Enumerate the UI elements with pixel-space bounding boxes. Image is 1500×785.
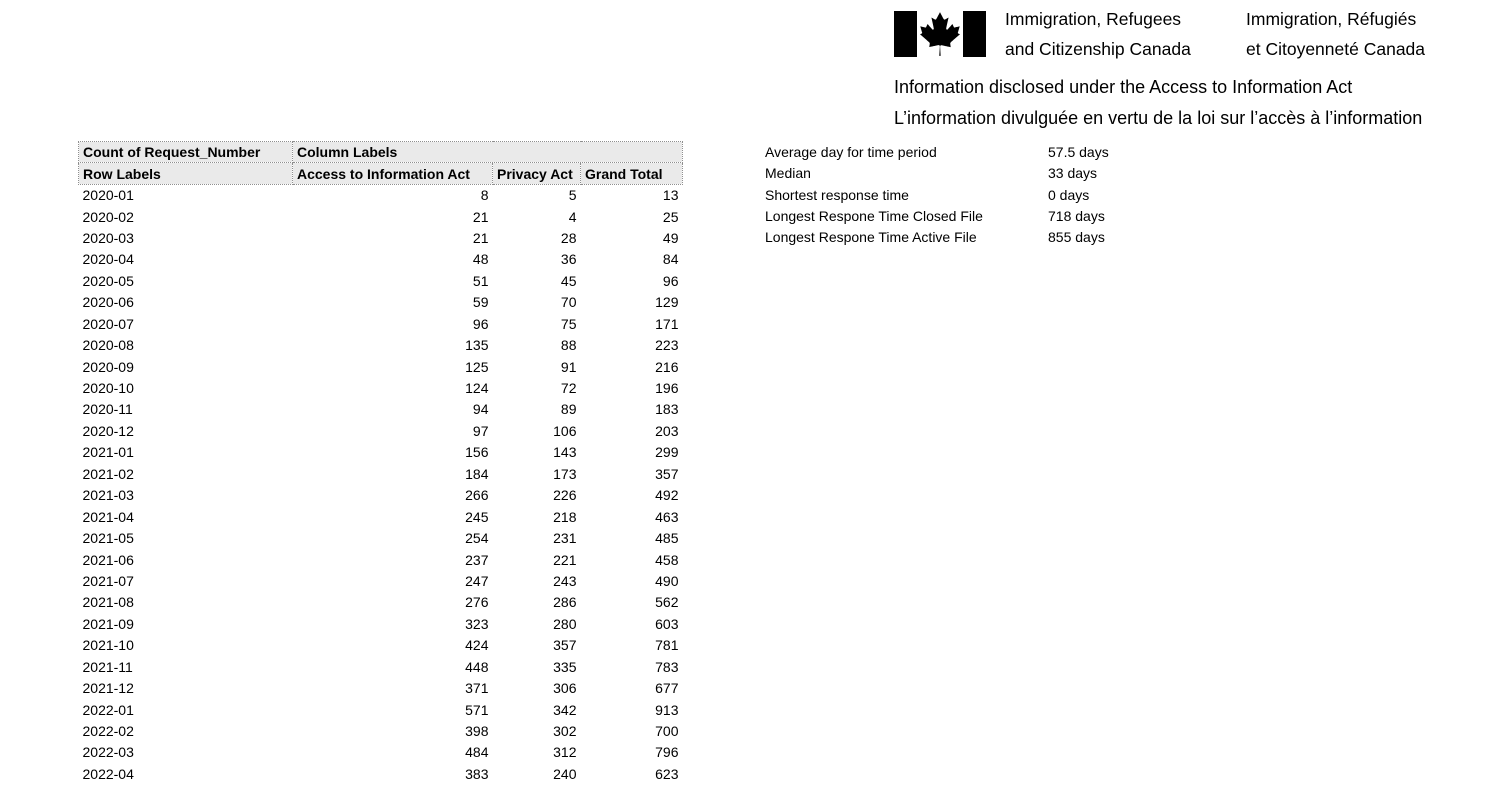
value-cell: 306 <box>553 680 577 697</box>
value-cell: 36 <box>560 251 577 268</box>
value-cell: 221 <box>553 551 577 568</box>
column-header-access-to-information-act: Access to Information Act <box>293 163 493 184</box>
value-cell: 89 <box>560 401 577 418</box>
table-row <box>79 613 683 634</box>
response-time-stats <box>765 141 1109 248</box>
column-header-grand-total: Grand Total <box>581 163 683 184</box>
disclosure-statement-french: L’information divulguée en vertu de la loi sur l’accès à l’information <box>894 108 1423 128</box>
value-cell: 398 <box>465 723 489 740</box>
value-cell: 171 <box>655 315 679 332</box>
table-row <box>79 720 683 741</box>
stat-label: Average day for time period <box>765 143 937 160</box>
table-row <box>79 699 683 720</box>
value-cell: 51 <box>472 272 489 289</box>
value-cell: 783 <box>655 658 679 675</box>
value-cell: 5 <box>568 187 577 204</box>
value-cell: 323 <box>465 615 489 632</box>
stat-row <box>765 205 1109 226</box>
row-label-cell: 2021-02 <box>82 465 134 482</box>
value-cell: 75 <box>560 315 577 332</box>
value-cell: 96 <box>662 272 679 289</box>
value-cell: 106 <box>553 422 577 439</box>
value-cell: 237 <box>465 551 489 568</box>
gc-signature <box>894 4 1494 64</box>
value-cell: 184 <box>465 465 489 482</box>
stat-row <box>765 162 1109 183</box>
stat-value: 855 days <box>1048 229 1105 246</box>
table-row <box>79 292 683 313</box>
row-label-cell: 2020-05 <box>82 272 134 289</box>
table-row <box>79 763 683 784</box>
column-header-privacy-act: Privacy Act <box>493 163 581 184</box>
row-label-cell: 2020-09 <box>82 358 134 375</box>
value-cell: 371 <box>465 680 489 697</box>
row-label-cell: 2021-05 <box>82 530 134 547</box>
value-cell: 677 <box>655 680 679 697</box>
value-cell: 8 <box>480 187 489 204</box>
value-cell: 45 <box>560 272 577 289</box>
row-label-cell: 2021-06 <box>82 551 134 568</box>
value-cell: 603 <box>655 615 679 632</box>
table-row <box>79 356 683 377</box>
table-row <box>79 677 683 698</box>
value-cell: 254 <box>465 530 489 547</box>
value-cell: 286 <box>553 594 577 611</box>
pivot-body <box>79 184 683 784</box>
table-row <box>79 334 683 355</box>
row-label-cell: 2020-01 <box>82 187 134 204</box>
row-label-cell: 2021-08 <box>82 594 134 611</box>
table-row <box>79 313 683 334</box>
row-label-cell: 2022-04 <box>82 765 134 782</box>
table-row <box>79 442 683 463</box>
value-cell: 135 <box>465 337 489 354</box>
row-label-cell: 2022-01 <box>82 701 134 718</box>
value-cell: 484 <box>465 744 489 761</box>
value-cell: 276 <box>465 594 489 611</box>
value-cell: 96 <box>472 315 489 332</box>
stat-value: 33 days <box>1048 165 1098 182</box>
table-row <box>79 485 683 506</box>
value-cell: 342 <box>553 701 577 718</box>
row-label-cell: 2021-11 <box>82 658 133 675</box>
value-cell: 299 <box>655 444 679 461</box>
value-cell: 203 <box>655 422 679 439</box>
value-cell: 280 <box>553 615 577 632</box>
dept-name-en-line2: and Citizenship Canada <box>1005 39 1191 59</box>
value-cell: 97 <box>472 422 489 439</box>
table-row <box>79 592 683 613</box>
value-cell: 458 <box>655 551 679 568</box>
table-row <box>79 206 683 227</box>
row-label-cell: 2020-04 <box>82 251 134 268</box>
value-cell: 216 <box>655 358 679 375</box>
value-cell: 302 <box>553 723 577 740</box>
value-cell: 218 <box>553 508 577 525</box>
row-label-cell: 2021-01 <box>82 444 134 461</box>
disclosure-statement-english: Information disclosed under the Access to Information Act <box>894 77 1353 97</box>
value-cell: 490 <box>655 572 679 589</box>
value-cell: 700 <box>655 723 679 740</box>
value-cell: 571 <box>465 701 489 718</box>
table-row <box>79 463 683 484</box>
value-cell: 49 <box>662 229 679 246</box>
stat-label: Longest Respone Time Closed File <box>765 208 983 225</box>
value-cell: 448 <box>465 658 489 675</box>
row-label-cell: 2021-10 <box>82 637 134 654</box>
stat-value: 718 days <box>1048 208 1105 225</box>
pivot-header-row-2 <box>79 163 683 184</box>
table-row <box>79 399 683 420</box>
stat-value: 0 days <box>1048 186 1090 203</box>
row-label-cell: 2021-03 <box>82 487 134 504</box>
dept-name-fr-line2: et Citoyenneté Canada <box>1246 39 1426 59</box>
row-label-cell: 2022-03 <box>82 744 134 761</box>
row-label-cell: 2020-11 <box>82 401 133 418</box>
row-labels-header: Row Labels <box>79 163 293 184</box>
value-cell: 21 <box>472 229 489 246</box>
stat-label: Shortest response time <box>765 186 909 203</box>
value-cell: 245 <box>465 508 489 525</box>
value-cell: 383 <box>465 765 489 782</box>
value-cell: 485 <box>655 530 679 547</box>
gc-header <box>894 4 1494 129</box>
value-cell: 913 <box>655 701 679 718</box>
table-row <box>79 377 683 398</box>
table-row <box>79 549 683 570</box>
value-cell: 424 <box>465 637 489 654</box>
row-label-cell: 2021-09 <box>82 615 134 632</box>
value-cell: 243 <box>553 572 577 589</box>
column-labels-cell: Column Labels <box>293 142 683 163</box>
value-cell: 312 <box>553 744 577 761</box>
value-cell: 492 <box>655 487 679 504</box>
value-cell: 59 <box>472 294 489 311</box>
row-label-cell: 2020-07 <box>82 315 134 332</box>
value-cell: 266 <box>465 487 489 504</box>
table-row <box>79 227 683 248</box>
value-cell: 4 <box>568 208 577 225</box>
stat-row <box>765 184 1109 205</box>
value-cell: 21 <box>472 208 489 225</box>
row-label-cell: 2022-02 <box>82 723 134 740</box>
value-cell: 781 <box>655 637 679 654</box>
stat-row <box>765 141 1109 162</box>
dept-name-fr-line1: Immigration, Réfugiés <box>1246 9 1417 29</box>
row-label-cell: 2020-06 <box>82 294 134 311</box>
value-cell: 129 <box>655 294 679 311</box>
value-cell: 240 <box>553 765 577 782</box>
table-row <box>79 270 683 291</box>
row-label-cell: 2021-04 <box>82 508 134 525</box>
value-cell: 196 <box>655 380 679 397</box>
value-cell: 562 <box>655 594 679 611</box>
stat-row <box>765 227 1109 248</box>
table-row <box>79 527 683 548</box>
stat-label: Median <box>765 165 811 182</box>
value-cell: 357 <box>553 637 577 654</box>
table-row <box>79 420 683 441</box>
table-row <box>79 184 683 205</box>
row-label-cell: 2020-08 <box>82 337 134 354</box>
value-cell: 13 <box>662 187 679 204</box>
value-cell: 143 <box>553 444 577 461</box>
row-label-cell: 2020-12 <box>82 422 134 439</box>
value-cell: 48 <box>472 251 489 268</box>
value-cell: 226 <box>553 487 577 504</box>
value-cell: 335 <box>553 658 577 675</box>
value-cell: 231 <box>553 530 577 547</box>
table-row <box>79 570 683 591</box>
value-cell: 223 <box>655 337 679 354</box>
table-row <box>79 635 683 656</box>
value-cell: 125 <box>465 358 489 375</box>
value-cell: 247 <box>465 572 489 589</box>
table-row <box>79 656 683 677</box>
row-label-cell: 2020-10 <box>82 380 134 397</box>
value-cell: 88 <box>560 337 577 354</box>
stat-value: 57.5 days <box>1048 143 1109 160</box>
value-cell: 28 <box>560 229 577 246</box>
value-cell: 124 <box>465 380 489 397</box>
dept-name-en-line1: Immigration, Refugees <box>1005 9 1182 29</box>
table-row <box>79 742 683 763</box>
value-cell: 463 <box>655 508 679 525</box>
pivot-title-cell: Count of Request_Number <box>79 142 293 163</box>
pivot-table <box>78 141 683 785</box>
value-cell: 623 <box>655 765 679 782</box>
dept-name-english <box>1005 4 1246 64</box>
value-cell: 84 <box>662 251 679 268</box>
value-cell: 357 <box>655 465 679 482</box>
row-label-cell: 2020-02 <box>82 208 134 225</box>
value-cell: 72 <box>560 380 577 397</box>
value-cell: 796 <box>655 744 679 761</box>
value-cell: 173 <box>553 465 577 482</box>
value-cell: 70 <box>560 294 577 311</box>
value-cell: 25 <box>662 208 679 225</box>
row-label-cell: 2020-03 <box>82 229 134 246</box>
value-cell: 156 <box>465 444 489 461</box>
canada-flag-icon <box>894 9 986 59</box>
pivot-header-row-1 <box>79 142 683 163</box>
table-row <box>79 249 683 270</box>
value-cell: 91 <box>560 358 577 375</box>
value-cell: 94 <box>472 401 489 418</box>
stat-label: Longest Respone Time Active File <box>765 229 977 246</box>
row-label-cell: 2021-12 <box>82 680 134 697</box>
table-row <box>79 506 683 527</box>
dept-name-french <box>1246 4 1425 64</box>
row-label-cell: 2021-07 <box>82 572 134 589</box>
value-cell: 183 <box>655 401 679 418</box>
